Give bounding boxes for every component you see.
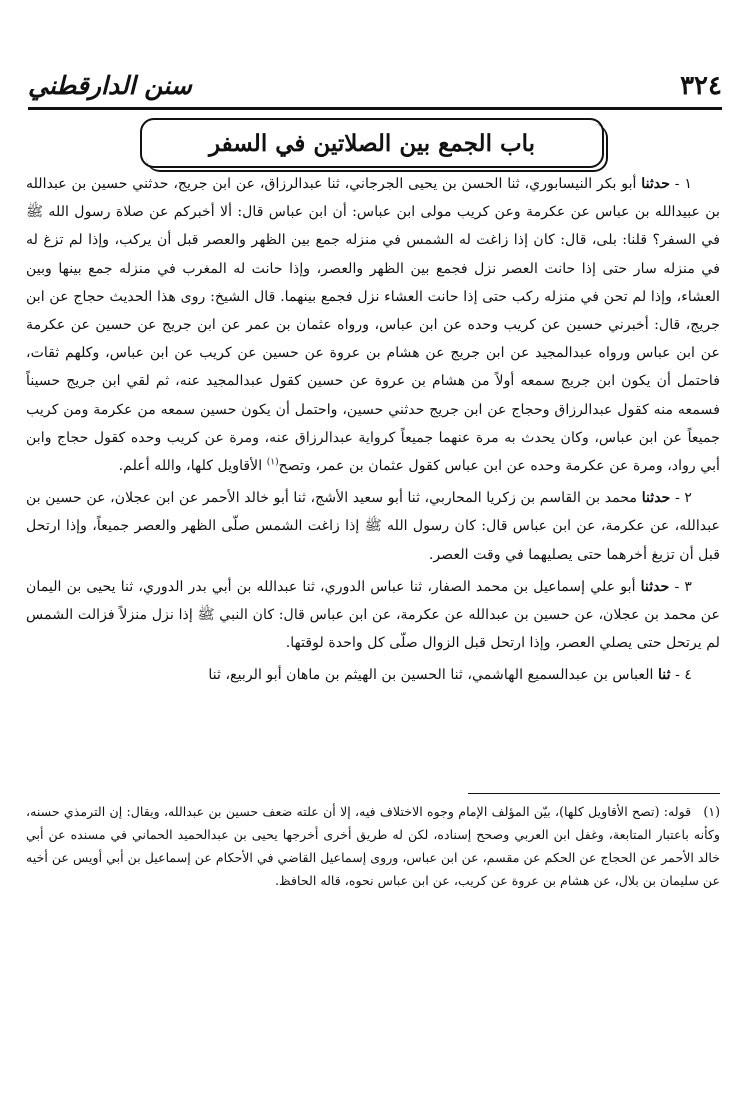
hadith-number: ٤ - bbox=[675, 667, 692, 684]
footnote-marker: (١) bbox=[703, 804, 720, 819]
hadith-text: العباس بن عبدالسميع الهاشمي، ثنا الحسين بن الهيثم بن ماهان أبو الربيع، ثنا bbox=[208, 667, 658, 684]
hadith-text-continued: الأقاويل كلها، والله أعلم. bbox=[118, 458, 267, 475]
hadith-keyword: حدثنا bbox=[640, 578, 670, 595]
hadith-text: أبو علي إسماعيل بن محمد الصفار، ثنا عباس الدوري، ثنا عبدالله بن أبي بدر الدوري، ثنا يحيى بن اليمان عن محمد بن عجلان، عن حسين بن عبدالله عن عكرمة، عن ابن عباس قال: كان النبي ﷺ إذا نزل منزلاً فزالت الشمس لم يرتحل حتى يصلي العصر، وإذا ارتحل قبل الزوال صلّى كل واحدة لوقتها. bbox=[26, 578, 720, 652]
footnote-text: قوله: (تصح الأقاويل كلها)، بيّن المؤلف الإمام وجوه الاختلاف فيه، إلا أن علته ضعف حسين بن عبدالله، ويقال: إن الترمذي حسنه، وكأنه باعتبار المتابعة، وغفل ابن العربي وصحح إسناده، لكن له طريق أخرى أخرجها يحيى بن عبدالحميد الحماني في مسنده عن أبي خالد الأحمر عن الحجاج عن الحكم عن مقسم، عن ابن عباس، وروى إسماعيل القاضي في الأحكام عن إسماعيل بن أبي أويس عن أخيه عن سليمان بن بلال، عن هشام بن عروة عن كريب، عن ابن عباس نحوه، قاله الحافظ. bbox=[26, 804, 720, 888]
header-rule bbox=[28, 107, 722, 110]
page-number: ٣٢٤ bbox=[680, 71, 722, 101]
footnote-reference[interactable]: (١) bbox=[266, 457, 279, 468]
hadith-keyword: حدثنا bbox=[641, 490, 671, 507]
hadith-4 bbox=[26, 661, 720, 689]
hadith-number: ٣ - bbox=[674, 578, 692, 595]
hadith-number: ١ - bbox=[674, 176, 692, 192]
chapter-title: باب الجمع بين الصلاتين في السفر bbox=[208, 129, 536, 157]
page-header bbox=[28, 66, 722, 110]
hadith-keyword: ثنا bbox=[657, 667, 671, 684]
footnote bbox=[26, 800, 720, 1040]
hadith-number: ٢ - bbox=[675, 490, 692, 507]
chapter-title-box bbox=[140, 118, 604, 168]
main-text bbox=[26, 170, 720, 770]
hadith-keyword: حدثنا bbox=[641, 176, 671, 192]
hadith-text: محمد بن القاسم بن زكريا المحاربي، ثنا أبو سعيد الأشج، ثنا أبو خالد الأحمر عن ابن عجلان، عن حسين بن عبدالله، عن عكرمة، عن ابن عباس قال: كان رسول الله ﷺ إذا زاغت الشمس صلّى الظهر والعصر جميعاً، وإذا ارتحل قبل أن تزيغ أخرهما حتى يصليهما في وقت العصر. bbox=[26, 490, 720, 563]
running-title: سنن الدارقطني bbox=[28, 71, 192, 100]
hadith-text: أبو بكر النيسابوري، ثنا الحسن بن يحيى الجرجاني، ثنا عبدالرزاق، عن ابن جريج، حدثني حسين بن عبدالله بن عبيدالله بن عباس عن عكرمة وعن كريب مولى ابن عباس: أن ابن عباس قال: ألا أخبركم عن صلاة رسول الله ﷺ في السفر؟ قلنا: بلى، قال: كان إذا زاغت له الشمس في منزله جمع بين الظهر والعصر قبل أن يركب، وإذا لم تزغ له في منزله سار حتى إذا حانت العصر نزل فجمع بين الظهر والعصر، وإذا حانت له المغرب في منزله جمع بينها وبين العشاء، وإذا لم تحن في منزله ركب حتى إذا حانت العشاء نزل فجمع بينهما. قال الشيخ: روى هذا الحديث حجاج عن ابن جريج، قال: أخبرني حسين عن كريب وحده عن ابن عباس، ورواه عثمان بن عمر عن ابن جريج عن حسين عن عكرمة عن ابن عباس ورواه عبدالمجيد عن ابن جريج عن هشام بن عروة عن حسين عن كريب عن ابن عباس، وكلهم ثقات، فاحتمل أن يكون ابن جريج سمعه أولاً من هشام بن عروة عن حسين كقول عبدالمجيد عنه، ثم لقي ابن جريج حسيناً فسمعه منه كقول عبدالرزاق وحجاج عن ابن جريج حدثني حسين، واحتمل أن يكون حسين سمعه من عكرمة ومن كريب جميعاً عن ابن عباس، وكان يحدث به مرة عنهما جميعاً كرواية عبدالرزاق عنه، ومرة عن كريب وحده كقول حجاج وابن أبي رواد، ومرة عن عكرمة وحده عن ابن عباس كقول عثمان بن عمر، وتصح bbox=[26, 176, 720, 475]
hadith-1 bbox=[26, 170, 720, 480]
hadith-3 bbox=[26, 573, 720, 658]
hadith-2 bbox=[26, 484, 720, 569]
footnote-divider bbox=[468, 793, 720, 794]
